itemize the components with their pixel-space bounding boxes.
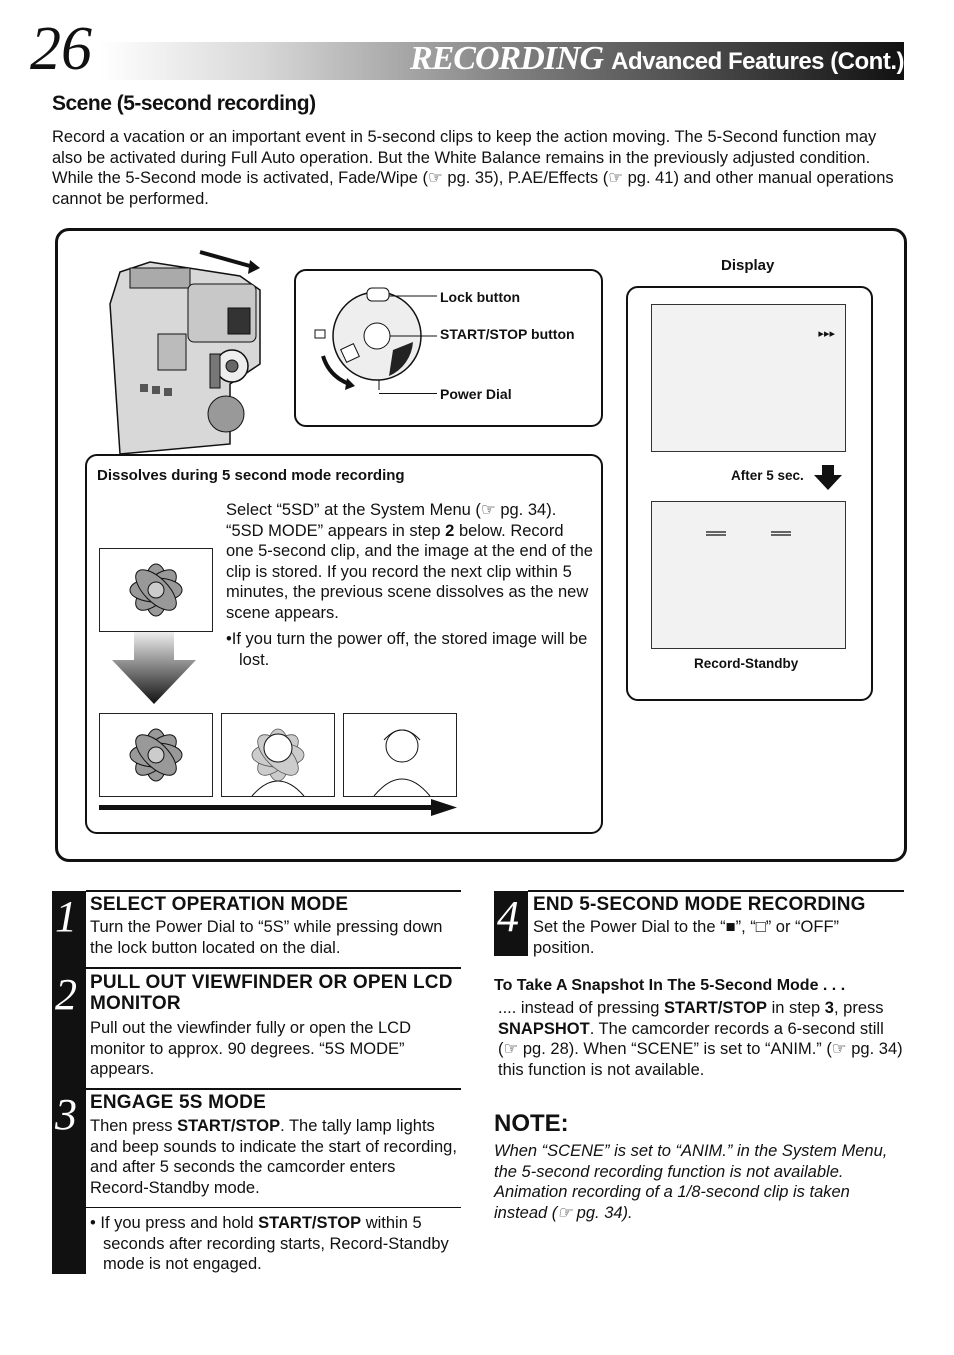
display-screen-standby [651, 501, 846, 649]
step-divider [86, 890, 461, 892]
step-divider [86, 1207, 461, 1208]
title-sub: Advanced Features (Cont.) [611, 48, 904, 75]
after-5-sec-label: After 5 sec. [731, 468, 804, 483]
standby-marks-icon [706, 530, 796, 540]
page-title [410, 40, 904, 78]
person-frame [343, 713, 457, 797]
intro-paragraph: Record a vacation or an important event in 5-second clips to keep the action moving. The 5-Second function may also be activated during Full Auto operation. But the White Balance remains in the previously adjusted condition. While the 5-Second mode is activated, Fade/Wipe (☞ pg. 35), P.AE/Effects (☞ pg. 41) and other manual operations cannot be performed. [52, 128, 894, 208]
five-second-indicator-icon: ▸▸▸ [818, 328, 835, 340]
display-title: Display [721, 257, 775, 274]
dissolve-title: Dissolves during 5 second mode recording [97, 467, 405, 484]
record-standby-label: Record-Standby [694, 656, 799, 671]
power-dial-leader [379, 393, 437, 394]
step-number-3: 3 [55, 1090, 77, 1139]
step-number-4: 4 [497, 892, 519, 941]
reference-icon: ☞ [480, 501, 496, 519]
steps-sidebar [52, 891, 86, 1274]
step-3-body: Then press START/STOP. The tally lamp lights and beep sounds to indicate the start of recording, and after 5 seconds the camcorder enters Record-Standby mode. [90, 1117, 457, 1197]
reference-icon: ☞ [557, 1203, 573, 1222]
reference-icon: ☞ [503, 1040, 519, 1058]
step-1-title: SELECT OPERATION MODE [90, 894, 349, 915]
snapshot-title: To Take A Snapshot In The 5-Second Mode . . . [494, 977, 846, 994]
step-2-body: Pull out the viewfinder fully or open the LCD monitor to approx. 90 degrees. “5S MODE” appears. [90, 1019, 412, 1078]
title-main: RECORDING [409, 40, 604, 77]
note-title: NOTE: [494, 1110, 569, 1137]
step-4-title: END 5-SECOND MODE RECORDING [533, 894, 866, 915]
dissolve-down-arrow-icon [112, 632, 196, 704]
power-dial-icon [305, 280, 445, 390]
playback-mode-icon: □ [755, 918, 766, 936]
section-title: Scene (5-second recording) [52, 92, 316, 115]
step-number-2: 2 [55, 970, 77, 1019]
reference-icon: ☞ [831, 1040, 847, 1058]
dissolve-description: Select “5SD” at the System Menu (☞ pg. 34). “5SD MODE” appears in step 2 below. Record one 5-second clip, and the image at the end of the clip is stored. If you record the next clip within 5 minutes, the previous scene dissolves as the new scene appears. •If you turn the power off, the stored image will be lost. [226, 501, 593, 669]
step-3-title: ENGAGE 5S MODE [90, 1092, 266, 1113]
start-stop-button-label: START/STOP button [440, 326, 575, 342]
lock-button-label: Lock button [440, 289, 521, 305]
timeline-arrow-icon [99, 799, 457, 817]
page-number: 26 [30, 15, 92, 83]
reference-icon: ☞ [608, 169, 624, 187]
step-3-bullet: • If you press and hold START/STOP within 5 seconds after recording starts, Record-Standby mode is not engaged. [90, 1214, 449, 1273]
dissolve-frame [221, 713, 335, 797]
dissolve-bullet: •If you turn the power off, the stored image will be lost. [226, 630, 588, 669]
snapshot-body: .... instead of pressing START/STOP in step 3, press SNAPSHOT. The camcorder records a 6-second still (☞ pg. 28). When “SCENE” is set to “ANIM.” (☞ pg. 34) this function is not available. [498, 999, 903, 1079]
step-4-body: Set the Power Dial to the “■”, “□” or “OFF” position. [533, 918, 840, 957]
power-dial-label: Power Dial [440, 386, 512, 402]
note-body: When “SCENE” is set to “ANIM.” in the System Menu, the 5-second recording function is not available. Animation recording of a 1/8-second clip is taken instead (☞ pg. 34). [494, 1142, 888, 1222]
step-divider [86, 1088, 461, 1090]
camera-mode-icon: ■ [725, 918, 736, 936]
flower-thumbnail [99, 548, 213, 632]
step-2-title: PULL OUT VIEWFINDER OR OPEN LCD MONITOR [90, 972, 453, 1014]
display-screen-recording [651, 304, 846, 452]
down-arrow-icon [814, 465, 844, 491]
step-divider [528, 890, 904, 892]
flower-frame [99, 713, 213, 797]
step-number-1: 1 [55, 892, 77, 941]
camcorder-illustration [100, 244, 290, 459]
step-divider [86, 967, 461, 969]
reference-icon: ☞ [428, 169, 443, 187]
step-1-body: Turn the Power Dial to “5S” while pressing down the lock button located on the dial. [90, 918, 443, 957]
